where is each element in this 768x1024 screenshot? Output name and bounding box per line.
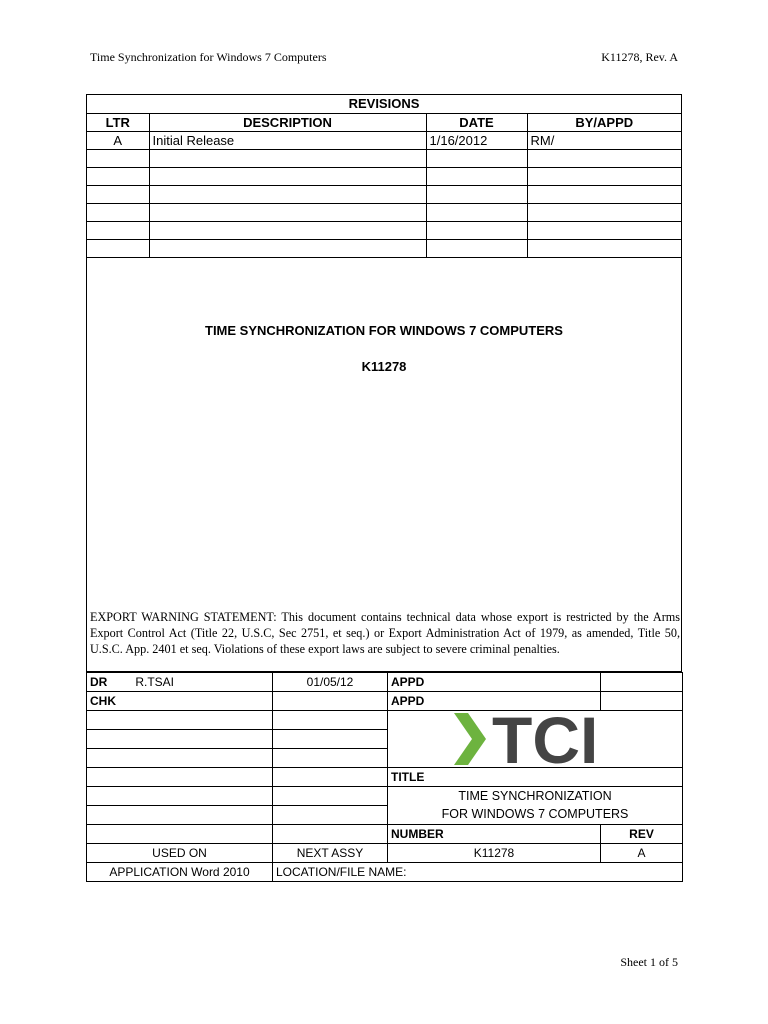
rev-date: 1/16/2012 [426, 131, 527, 149]
tci-logo [450, 711, 620, 767]
drawing-title-line-1: TIME SYNCHRONIZATION [458, 789, 612, 803]
table-row [87, 167, 681, 185]
col-by-appd-header: BY/APPD [527, 113, 681, 131]
dr-label: DR [90, 675, 108, 689]
dr-cell [87, 673, 273, 692]
rev-description: Initial Release [149, 131, 426, 149]
location-file-name: LOCATION/FILE NAME: [273, 863, 683, 882]
col-description-header: DESCRIPTION [149, 113, 426, 131]
table-row [87, 131, 681, 149]
rev-label: REV [601, 825, 683, 844]
header-document-title: Time Synchronization for Windows 7 Computers [90, 50, 327, 64]
table-row [87, 149, 681, 167]
used-on: USED ON [87, 844, 273, 863]
revisions-title: REVISIONS [87, 95, 681, 113]
title-block-table [86, 672, 683, 882]
header-document-number: K11278, Rev. A [601, 50, 678, 64]
revisions-table [87, 95, 681, 258]
next-assy: NEXT ASSY [273, 844, 388, 863]
drawing-title [388, 787, 683, 825]
revisions-frame [86, 94, 682, 672]
appd-label-1: APPD [388, 673, 601, 692]
sheet-number: Sheet 1 of 5 [620, 955, 678, 969]
appd-label-2: APPD [388, 692, 601, 711]
rev-value: A [601, 844, 683, 863]
dr-name: R.TSAI [135, 675, 175, 689]
document-number: K11278 [361, 359, 407, 374]
application-field: APPLICATION Word 2010 [87, 863, 273, 882]
number-value: K11278 [388, 844, 601, 863]
export-warning-statement: EXPORT WARNING STATEMENT: This document contains technical data whose export is restricted by the Arms Export Control Act (Title 22, U.S.C, Sec 2751, et seq.) or Export Administration Act of 1979, as amended, Title 50, U.S.C. App. 2401 et seq. Violations of these export laws are subject to severe criminal penalties. [90, 610, 680, 656]
tci-logo-text: TCI [492, 711, 599, 767]
col-date-header: DATE [426, 113, 527, 131]
table-row [87, 221, 681, 239]
table-row [87, 185, 681, 203]
drawing-title-line-2: FOR WINDOWS 7 COMPUTERS [441, 807, 629, 821]
rev-by: RM/ [527, 131, 681, 149]
rev-ltr: A [87, 131, 149, 149]
company-logo-cell [388, 711, 683, 768]
document-title: TIME SYNCHRONIZATION FOR WINDOWS 7 COMPUTERS [205, 323, 563, 338]
chk-label: CHK [87, 692, 273, 711]
dr-date: 01/05/12 [273, 673, 388, 692]
col-ltr-header: LTR [87, 113, 149, 131]
title-label: TITLE [388, 768, 683, 787]
number-label: NUMBER [388, 825, 601, 844]
table-row [87, 239, 681, 257]
table-row [87, 203, 681, 221]
